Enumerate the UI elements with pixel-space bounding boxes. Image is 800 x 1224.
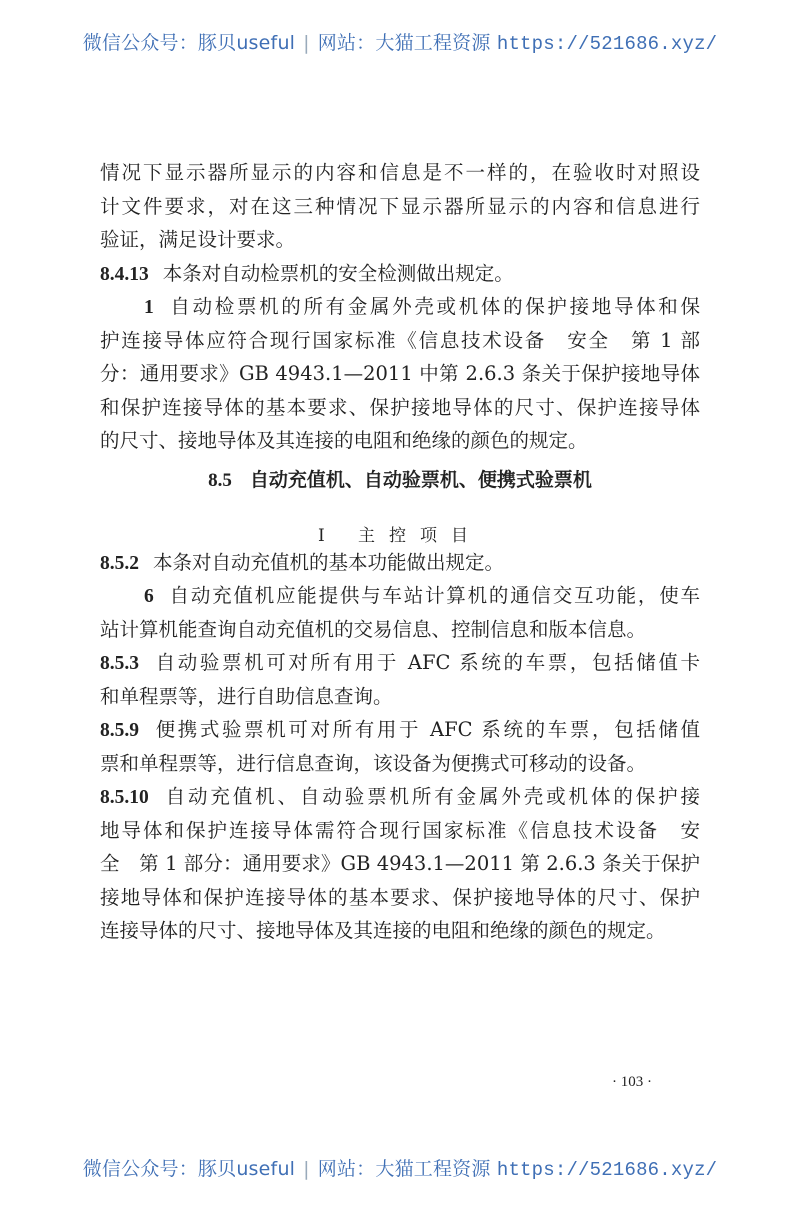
clause-number: 1: [144, 297, 154, 318]
line-text: 和保护连接导体的基本要求、保护接地导体的尺寸、保护连接导体: [100, 395, 700, 419]
text-line: [100, 156, 700, 190]
line-text: 验证，满足设计要求。: [100, 228, 296, 251]
line-text: 护连接导体应符合现行国家标准《信息技术设备 安全 第 1 部: [100, 328, 700, 352]
document-body: [100, 156, 700, 948]
line-text: 地导体和保护连接导体需符合现行国家标准《信息技术设备 安: [100, 818, 700, 842]
text-line: [100, 914, 700, 948]
text-line: [100, 713, 700, 747]
watermark-footer: [0, 1154, 800, 1181]
line-text: 自动检票机的所有金属外壳或机体的保护接地导体和保: [167, 295, 700, 318]
text-line: [100, 780, 700, 814]
watermark-separator: |: [303, 32, 310, 54]
text-line: [100, 357, 700, 391]
clauses-8-4: [100, 156, 700, 458]
line-text: 自动验票机可对所有用于 AFC 系统的车票，包括储值卡: [153, 651, 700, 674]
line-text: 本条对自动检票机的安全检测做出规定。: [162, 261, 514, 285]
line-text: 连接导体的尺寸、接地导体及其连接的电阻和绝缘的颜色的规定。: [100, 919, 666, 942]
line-text: 票和单程票等，进行信息查询，该设备为便携式可移动的设备。: [100, 751, 647, 775]
subsection-heading: Ⅰ 主控项目: [317, 525, 483, 546]
line-text: 情况下显示器所显示的内容和信息是不一样的，在验收时对照设: [100, 161, 700, 184]
clause-number: 8.4.13: [100, 263, 149, 285]
line-text: 和单程票等，进行自助信息查询。: [100, 684, 393, 708]
line-text: 本条对自动充值机的基本功能做出规定。: [153, 550, 505, 574]
line-text: 自动充值机应能提供与车站计算机的通信交互功能，使车: [167, 584, 700, 607]
line-text: 全 第 1 部分：通用要求》GB 4943.1—2011 第 2.6.3 条关于保护: [100, 852, 700, 875]
text-line: [100, 847, 700, 881]
watermark-site: 网站：大猫工程资源: [317, 32, 491, 54]
section-heading: [100, 458, 700, 516]
text-line: [100, 747, 700, 781]
clause-number: 8.5.3: [100, 653, 139, 674]
watermark-header: [0, 28, 800, 55]
page-number: · 103 ·: [612, 1074, 652, 1090]
text-line: [100, 613, 700, 647]
text-line: [100, 579, 700, 613]
clauses-8-5: [100, 546, 700, 948]
text-line: [100, 190, 700, 224]
line-text: 便携式验票机可对所有用于 AFC 系统的车票，包括储值: [153, 718, 700, 741]
text-line: [100, 881, 700, 915]
text-line: [100, 391, 700, 425]
line-text: 接地导体和保护连接导体的基本要求、保护接地导体的尺寸、保护: [100, 885, 700, 909]
text-line: [100, 223, 700, 257]
line-text: 计文件要求，对在这三种情况下显示器所显示的内容和信息进行: [100, 194, 700, 218]
clause-number: 8.5.9: [100, 720, 139, 741]
section-number: 8.5: [208, 469, 232, 491]
clause-number: 8.5.10: [100, 787, 149, 808]
watermark-site: 网站：大猫工程资源: [317, 1158, 491, 1180]
text-line: [100, 324, 700, 358]
text-line: [100, 546, 700, 580]
clause-number: 8.5.2: [100, 552, 139, 574]
section-title: 自动充值机、自动验票机、便携式验票机: [249, 468, 592, 491]
watermark-prefix: 微信公众号：豚贝useful: [82, 1158, 296, 1180]
text-line: [100, 680, 700, 714]
line-text: 分：通用要求》GB 4943.1—2011 中第 2.6.3 条关于保护接地导体: [100, 362, 700, 385]
text-line: [100, 646, 700, 680]
watermark-url[interactable]: https://521686.xyz/: [496, 33, 718, 55]
watermark-url[interactable]: https://521686.xyz/: [496, 1159, 718, 1181]
clause-number: 6: [144, 586, 154, 607]
text-line: [100, 424, 700, 458]
watermark-prefix: 微信公众号：豚贝useful: [82, 32, 296, 54]
text-line: [100, 814, 700, 848]
watermark-separator: |: [303, 1158, 310, 1180]
text-line: [100, 257, 700, 291]
line-text: 的尺寸、接地导体及其连接的电阻和绝缘的颜色的规定。: [100, 429, 588, 452]
line-text: 站计算机能查询自动充值机的交易信息、控制信息和版本信息。: [100, 617, 647, 641]
line-text: 自动充值机、自动验票机所有金属外壳或机体的保护接: [162, 785, 700, 808]
text-line: [100, 290, 700, 324]
